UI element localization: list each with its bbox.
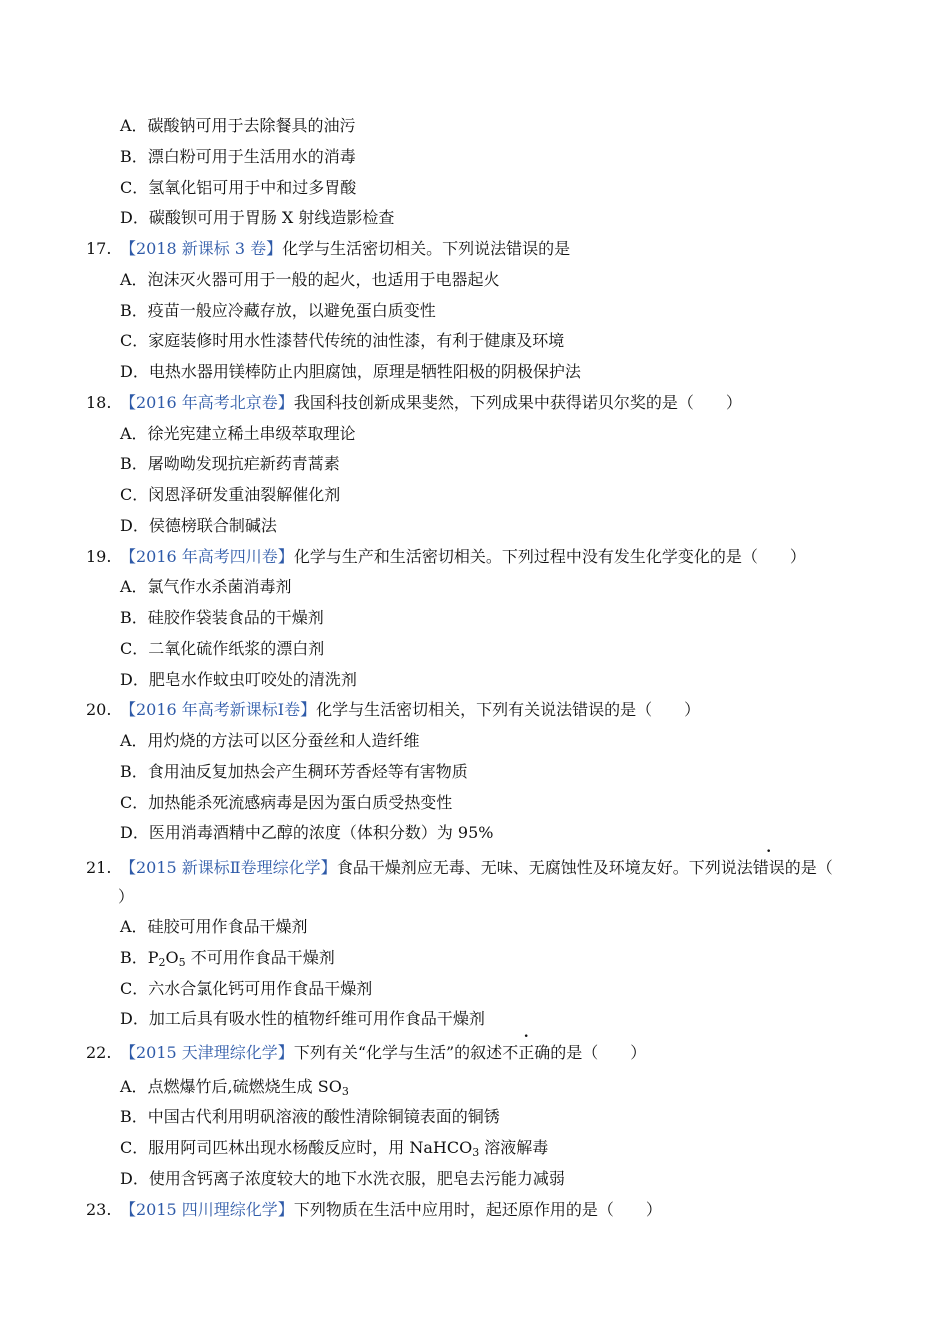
question-number: 22. (86, 1043, 112, 1062)
q18-stem (0, 390, 950, 416)
question-source: 【2018 新课标 3 卷】 (120, 239, 283, 258)
question-text: 下列有关“化学与生活”的叙述 (293, 1043, 503, 1062)
question-source: 【2016 年高考北京卷】 (120, 393, 294, 412)
q16-option-c: C．氢氧化铝可用于中和过多胃酸 (120, 178, 357, 197)
question-number: 18. (86, 393, 112, 412)
question-number: 20. (86, 700, 112, 719)
q22-option-b: B．中国古代利用明矾溶液的酸性清除铜镜表面的铜锈 (120, 1107, 500, 1126)
q20-option-c: C．加热能杀死流感病毒是因为蛋白质受热变性 (120, 793, 453, 812)
q17-option-c: C．家庭装修时用水性漆替代传统的油性漆，有利于健康及环境 (120, 331, 565, 350)
q23-stem (0, 1197, 950, 1223)
q19-option-a: A．氯气作水杀菌消毒剂 (120, 577, 292, 596)
q22-option-c: C．服用阿司匹林出现水杨酸反应时，用 NaHCO$_3$ 溶液解毒 (120, 1138, 549, 1159)
q20-option-b: B．食用油反复加热会产生稠环芳香烃等有害物质 (120, 762, 468, 781)
question-number: 19. (86, 547, 112, 566)
q18-option-d: D．侯德榜联合制碱法 (120, 516, 277, 535)
question-text: 化学与生产和生活密切相关。下列过程中没有发生化学变化的是（ ） (293, 547, 806, 566)
q16-option-b: B．漂白粉可用于生活用水的消毒 (120, 147, 356, 166)
q21-option-a: A．硅胶可用作食品干燥剂 (120, 917, 308, 936)
q21-option-c: C．六水合氯化钙可用作食品干燥剂 (120, 979, 373, 998)
question-number: 17. (86, 239, 112, 258)
question-text: 化学与生活密切相关。下列说法错误的是 (282, 239, 571, 258)
question-text: 下列物质在生活中应用时，起还原作用的是（ ） (293, 1200, 662, 1219)
question-source: 【2015 天津理综化学】 (120, 1043, 294, 1062)
q19-option-d: D．肥皂水作蚊虫叮咬处的清洗剂 (120, 670, 357, 689)
q17-stem (0, 236, 950, 262)
question-text: 食品干燥剂应无毒、无味、无腐蚀性及环境友好。下列说法 (336, 858, 753, 877)
question-source: 【2015 四川理综化学】 (120, 1200, 294, 1219)
emphasis-mark-text: 不正确 (502, 1043, 551, 1062)
question-source: 【2016 年高考新课标Ⅰ卷】 (120, 700, 317, 719)
q19-option-c: C．二氧化硫作纸浆的漂白剂 (120, 639, 325, 658)
emphasis-mark-text: 错误 (752, 858, 785, 877)
q21-stem-continuation: ） (118, 887, 135, 906)
q18-option-c: C．闵恩泽研发重油裂解催化剂 (120, 485, 341, 504)
q18-option-a: A．徐光宪建立稀土串级萃取理论 (120, 424, 356, 443)
q17-option-a: A．泡沫灭火器可用于一般的起火，也适用于电器起火 (120, 270, 500, 289)
question-number: 21. (86, 858, 112, 877)
q22-option-a: A．点燃爆竹后,硫燃烧生成 $SO_3$ (120, 1077, 349, 1098)
q21-option-b: B．$P_2O_5$ 不可用作食品干燥剂 (120, 948, 335, 969)
q20-option-d: D．医用消毒酒精中乙醇的浓度（体积分数）为 95% (120, 823, 494, 842)
q20-stem (0, 697, 950, 723)
q21-option-d: D．加工后具有吸水性的植物纤维可用作食品干燥剂 (120, 1009, 485, 1028)
question-text: 化学与生活密切相关，下列有关说法错误的是（ ） (316, 700, 701, 719)
q17-option-d: D．电热水器用镁棒防止内胆腐蚀，原理是牺牲阳极的阴极保护法 (120, 362, 581, 381)
q22-stem: 22. 【2015 天津理综化学】下列有关“化学与生活”的叙述不正确的是（ ） (0, 1040, 950, 1066)
question-number: 23. (86, 1200, 112, 1219)
q19-stem (0, 544, 950, 570)
question-source: 【2016 年高考四川卷】 (120, 547, 294, 566)
q22-option-d: D．使用含钙离子浓度较大的地下水洗衣服，肥皂去污能力减弱 (120, 1169, 565, 1188)
question-text: 我国科技创新成果斐然，下列成果中获得诺贝尔奖的是（ ） (293, 393, 742, 412)
q19-option-b: B．硅胶作袋装食品的干燥剂 (120, 608, 324, 627)
q21-stem: 21. 【2015 新课标Ⅱ卷理综化学】食品干燥剂应无毒、无味、无腐蚀性及环境友好。下列说法错误的是（ (0, 855, 950, 881)
q18-option-b: B．屠呦呦发现抗疟新药青蒿素 (120, 454, 340, 473)
q16-option-d: D．碳酸钡可用于胃肠 X 射线造影检查 (120, 208, 395, 227)
q17-option-b: B．疫苗一般应冷藏存放，以避免蛋白质变性 (120, 301, 436, 320)
q20-option-a: A．用灼烧的方法可以区分蚕丝和人造纤维 (120, 731, 420, 750)
question-source: 【2015 新课标Ⅱ卷理综化学】 (120, 858, 337, 877)
q16-option-a: A．碳酸钠可用于去除餐具的油污 (120, 116, 356, 135)
